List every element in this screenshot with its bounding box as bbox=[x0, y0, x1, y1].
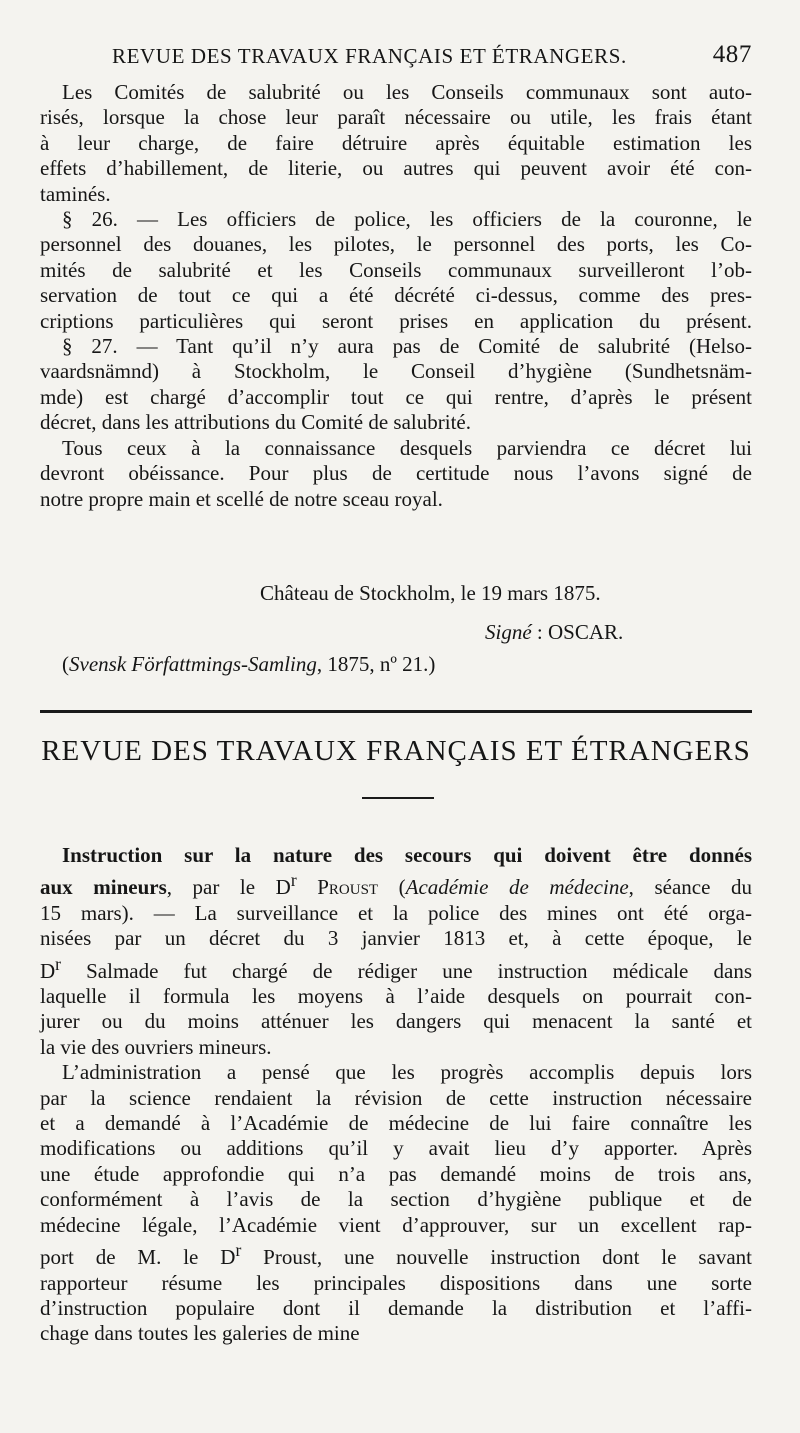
text-line: servation de tout ce qui a été décrété ci-dessus, comme des pres- bbox=[40, 283, 752, 308]
text-fragment: ( bbox=[378, 875, 406, 900]
running-header bbox=[112, 40, 752, 76]
source-open: ( bbox=[62, 652, 69, 676]
text-fragment: , par le D bbox=[166, 875, 291, 900]
text-line: 15 mars). — La surveillance et la police des mines ont été orga- bbox=[40, 900, 752, 925]
article-title-line bbox=[40, 868, 752, 900]
venue: Académie de médecine bbox=[405, 875, 629, 900]
article-paragraph bbox=[40, 1060, 752, 1346]
paragraph bbox=[40, 80, 752, 207]
text-line: nisées par un décret du 3 janvier 1813 et, à cette époque, le bbox=[40, 926, 752, 951]
text-line: personnel des douanes, les pilotes, le personnel des ports, les Co- bbox=[40, 232, 752, 257]
text-line: chage dans toutes les galeries de mine bbox=[40, 1321, 360, 1346]
decree-text bbox=[40, 80, 752, 512]
text-line: risés, lorsque la chose leur paraît nécessaire ou utile, les frais étant bbox=[40, 105, 752, 130]
title-underline bbox=[362, 797, 434, 799]
text-line: rapporteur résume les principales dispositions dans une sorte bbox=[40, 1270, 752, 1295]
text-line: notre propre main et scellé de notre sceau royal. bbox=[40, 486, 443, 511]
text-line: modifications ou additions qu’il y avait lieu d’y apporter. Après bbox=[40, 1136, 752, 1161]
superscript: r bbox=[235, 1240, 242, 1261]
text-line: par la science rendaient la révision de cette instruction nécessaire bbox=[40, 1085, 752, 1110]
section-title: REVUE DES TRAVAUX FRANÇAIS ET ÉTRANGERS bbox=[41, 735, 751, 767]
article-text bbox=[40, 843, 752, 1347]
text-line: devront obéissance. Pour plus de certitude nous l’avons signé de bbox=[40, 461, 752, 486]
article-paragraph bbox=[40, 843, 752, 1060]
signature bbox=[485, 620, 623, 645]
text-line: L’administration a pensé que les progrès accomplis depuis lors bbox=[62, 1060, 752, 1085]
text-line: § 27. — Tant qu’il n’y aura pas de Comité de salubrité (Helso- bbox=[62, 334, 752, 359]
text-line: effets d’habillement, de literie, ou autres qui peuvent avoir été con- bbox=[40, 156, 752, 181]
text-line: conformément à l’avis de la section d’hygiène publique et de bbox=[40, 1187, 752, 1212]
text-line: la vie des ouvriers mineurs. bbox=[40, 1034, 272, 1059]
superscript: r bbox=[290, 870, 297, 891]
signed-label: Signé bbox=[485, 620, 532, 644]
text-line: une étude approfondie qui n’a pas demandé moins de trois ans, bbox=[40, 1161, 752, 1186]
running-header-title: REVUE DES TRAVAUX FRANÇAIS ET ÉTRANGERS. bbox=[112, 44, 627, 68]
text-line: et a demandé à l’Académie de médecine de lui faire connaître les bbox=[40, 1111, 752, 1136]
source-rest: , 1875, nº 21.) bbox=[316, 652, 436, 676]
text-line: laquelle il formula les moyens à l’aide desquels on pourrait con- bbox=[40, 984, 752, 1009]
source-title: Svensk Författmings-Samling bbox=[69, 652, 317, 676]
article-title-end: aux mineurs bbox=[40, 875, 167, 900]
text-line: vaardsnämnd) à Stockholm, le Conseil d’hygiène (Sundhetsnäm- bbox=[40, 359, 752, 384]
text-line: décret, dans les attributions du Comité de salubrité. bbox=[40, 410, 471, 435]
signed-name: : OSCAR. bbox=[531, 620, 624, 644]
section-divider bbox=[40, 710, 752, 713]
text-line: port de M. le $D^r$ Proust, une nouvelle instruction dont le savant bbox=[40, 1240, 752, 1270]
source-citation bbox=[62, 652, 435, 677]
text-line: médecine légale, l’Académie vient d’approuver, sur un excellent rap- bbox=[40, 1212, 752, 1237]
text-line: $D^r$ Salmade fut chargé de rédiger une instruction médicale dans bbox=[40, 953, 752, 983]
text-fragment: , séance du bbox=[628, 875, 752, 900]
text-line: jurer ou du moins atténuer les dangers qui menacent la santé et bbox=[40, 1009, 752, 1034]
text-line: mités de salubrité et les Conseils communaux surveilleront l’ob- bbox=[40, 257, 752, 282]
page-number: 487 bbox=[712, 41, 752, 68]
text-line: d’instruction populaire dont il demande la distribution et l’affi- bbox=[40, 1295, 752, 1320]
text-line: taminés. bbox=[40, 181, 111, 206]
text-line: Les Comités de salubrité ou les Conseils communaux sont auto- bbox=[62, 80, 752, 104]
text-line: criptions particulières qui seront prises en application du présent. bbox=[40, 308, 752, 333]
text-line: à leur charge, de faire détruire après équitable estimation les bbox=[40, 130, 752, 155]
text-line: Tous ceux à la connaissance desquels parviendra ce décret lui bbox=[62, 435, 752, 460]
paragraph-closing bbox=[40, 436, 752, 512]
paragraph-section-26 bbox=[40, 207, 752, 334]
author-name: Proust bbox=[296, 875, 379, 900]
superscript: r bbox=[55, 953, 61, 974]
signature-place-date: Château de Stockholm, le 19 mars 1875. bbox=[260, 581, 601, 605]
paragraph-section-27 bbox=[40, 334, 752, 436]
text-line: § 26. — Les officiers de police, les officiers de la couronne, le bbox=[62, 207, 752, 232]
text-line: mde) est chargé d’accomplir tout ce qui rentre, d’après le présent bbox=[40, 384, 752, 409]
article-title-line: Instruction sur la nature des secours qui doivent être donnés bbox=[62, 843, 752, 867]
